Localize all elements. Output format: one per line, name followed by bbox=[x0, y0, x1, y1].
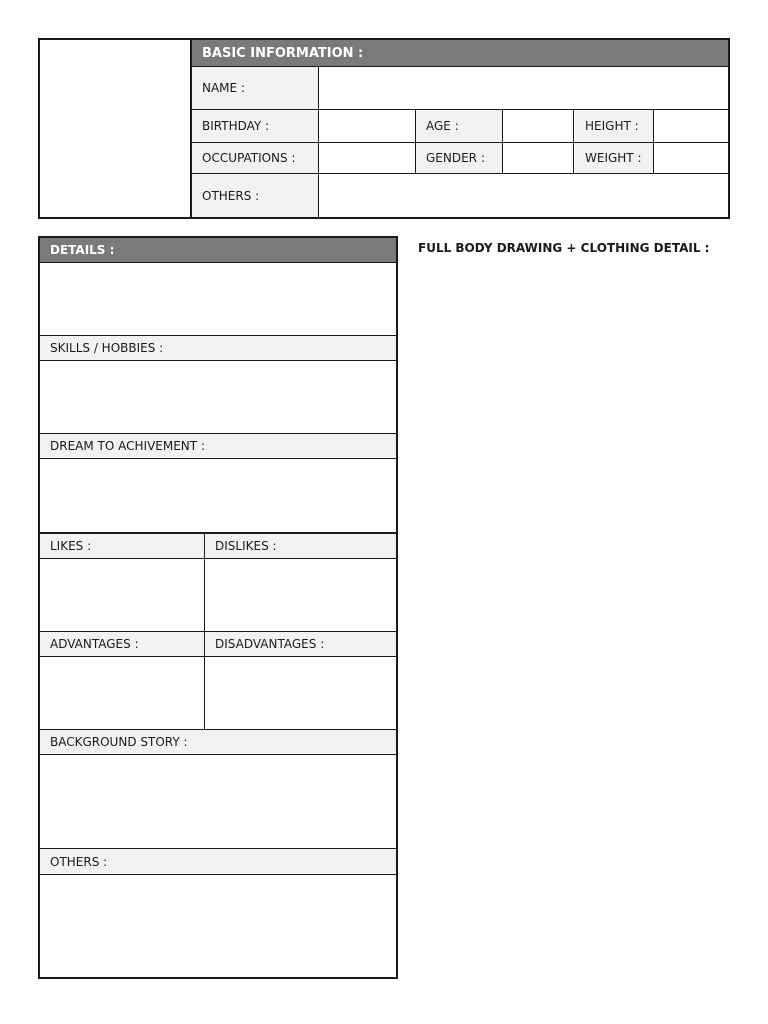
portrait-area[interactable] bbox=[40, 40, 190, 217]
details-hline bbox=[40, 262, 396, 263]
disadvantages-label: DISADVANTAGES : bbox=[205, 632, 396, 656]
details-hline bbox=[40, 433, 396, 434]
details-others-field[interactable] bbox=[40, 875, 396, 977]
basic-info-vline bbox=[653, 109, 654, 173]
basic-info-hline bbox=[192, 109, 728, 110]
details-hline bbox=[40, 656, 396, 657]
details-vline bbox=[204, 534, 205, 729]
others-field[interactable] bbox=[320, 174, 728, 217]
dislikes-label: DISLIKES : bbox=[205, 534, 396, 558]
advantages-label: ADVANTAGES : bbox=[40, 632, 204, 656]
name-field[interactable] bbox=[320, 67, 728, 109]
details-hline bbox=[40, 754, 396, 755]
details-hline bbox=[40, 532, 396, 534]
name-label: NAME : bbox=[192, 67, 318, 109]
basic-info-hline bbox=[192, 142, 728, 143]
age-field[interactable] bbox=[503, 110, 573, 142]
disadvantages-field[interactable] bbox=[205, 657, 396, 729]
details-hline bbox=[40, 558, 396, 559]
details-others-label: OTHERS : bbox=[40, 849, 396, 874]
birthday-label: BIRTHDAY : bbox=[192, 110, 318, 142]
background-label: BACKGROUND STORY : bbox=[40, 730, 396, 754]
details-hline bbox=[40, 631, 396, 632]
gender-field[interactable] bbox=[503, 143, 573, 173]
details-header: DETAILS : bbox=[40, 238, 396, 262]
details-hline bbox=[40, 360, 396, 361]
gender-label: GENDER : bbox=[416, 143, 502, 173]
others-label: OTHERS : bbox=[192, 174, 318, 217]
dream-label: DREAM TO ACHIVEMENT : bbox=[40, 434, 396, 458]
likes-field[interactable] bbox=[40, 559, 204, 631]
basic-info-vline bbox=[415, 109, 416, 173]
dream-field[interactable] bbox=[40, 459, 396, 532]
age-label: AGE : bbox=[416, 110, 502, 142]
details-field[interactable] bbox=[40, 263, 396, 335]
drawing-title: FULL BODY DRAWING + CLOTHING DETAIL : bbox=[418, 241, 710, 255]
occupations-field[interactable] bbox=[320, 143, 415, 173]
height-label: HEIGHT : bbox=[575, 110, 653, 142]
basic-info-hline bbox=[192, 173, 728, 174]
drawing-area[interactable] bbox=[418, 262, 730, 979]
basic-info-vline bbox=[318, 66, 319, 217]
skills-field[interactable] bbox=[40, 361, 396, 433]
details-hline bbox=[40, 458, 396, 459]
details-hline bbox=[40, 729, 396, 730]
advantages-field[interactable] bbox=[40, 657, 204, 729]
basic-info-header: BASIC INFORMATION : bbox=[192, 40, 728, 66]
details-hline bbox=[40, 848, 396, 849]
basic-info-vline bbox=[573, 109, 574, 173]
background-field[interactable] bbox=[40, 755, 396, 848]
weight-field[interactable] bbox=[654, 143, 728, 173]
birthday-field[interactable] bbox=[320, 110, 415, 142]
details-hline bbox=[40, 874, 396, 875]
height-field[interactable] bbox=[654, 110, 728, 142]
weight-label: WEIGHT : bbox=[575, 143, 653, 173]
basic-info-vline bbox=[502, 109, 503, 173]
occupations-label: OCCUPATIONS : bbox=[192, 143, 318, 173]
details-hline bbox=[40, 335, 396, 336]
likes-label: LIKES : bbox=[40, 534, 204, 558]
dislikes-field[interactable] bbox=[205, 559, 396, 631]
skills-label: SKILLS / HOBBIES : bbox=[40, 336, 396, 360]
basic-info-hline bbox=[192, 66, 728, 67]
